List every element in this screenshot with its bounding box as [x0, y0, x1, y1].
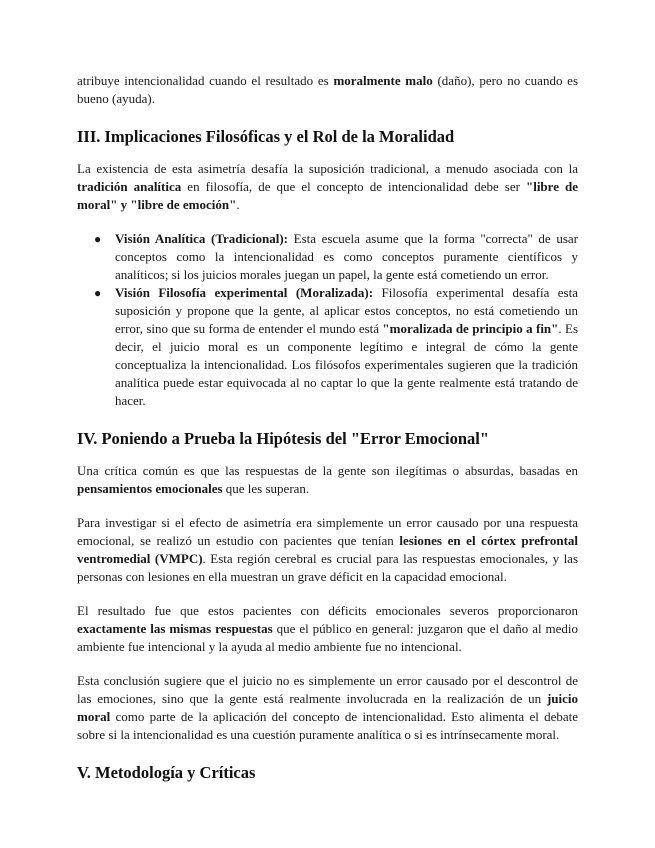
section-3-paragraph: La existencia de esta asimetría desafía la suposición tradicional, a menudo asociada con la tradición analítica en filosofía, de que el concepto de intencionalidad debe ser "libre de moral" y "libre de emoción".	[77, 161, 578, 212]
section-4-heading: IV. Poniendo a Prueba la Hipótesis del "Error Emocional"	[77, 429, 490, 448]
bullet-icon: ●	[94, 286, 102, 300]
section-4-paragraph-1: Una crítica común es que las respuestas de la gente son ilegítimas o absurdas, basadas en pensamientos emocionales que les superan.	[77, 463, 578, 496]
section-4-paragraph-4: Esta conclusión sugiere que el juicio no es simplemente un error causado por el descontrol de las emociones, sino que la gente está realmente involucrada en la realización de un juicio moral como parte de la aplicación del concepto de intencionalidad. Esto alimenta el debate sobre si la intencionalidad es una cuestión puramente analítica o si es intrínsecamente moral.	[77, 673, 578, 742]
section-4-paragraph-2: Para investigar si el efecto de asimetría era simplemente un error causado por una respuesta emocional, se realizó un estudio con pacientes que tenían lesiones en el córtex prefrontal ventromedial (VMPC). Esta región cerebral es crucial para las respuestas emocionales, y las personas con lesiones en ella muestran un grave déficit en la capacidad emocional.	[77, 515, 579, 584]
intro-paragraph: atribuye intencionalidad cuando el resultado es moralmente malo (daño), pero no cuando es bueno (ayuda).	[77, 73, 578, 106]
bullet-icon: ●	[94, 232, 102, 246]
views-list	[77, 230, 578, 410]
section-3-heading: III. Implicaciones Filosóficas y el Rol de la Moralidad	[77, 127, 455, 146]
list-item: ● Visión Analítica (Tradicional): Esta escuela asume que la forma "correcta" de usar conceptos como la intencionalidad es como conceptos puramente científicos y analíticos; si los juicios morales juegan un papel, la gente está cometiendo un error.	[94, 231, 578, 282]
list-item: ● Visión Filosofía experimental (Moralizada): Filosofía experimental desafía esta suposición y propone que la gente, al aplicar estos conceptos, no está cometiendo un error, sino que su forma de entender el mundo está "moralizada de principio a fin". Es decir, el juicio moral es un componente legítimo e integral de cómo la gente conceptualiza la intencionalidad. Los filósofos experimentales sugieren que la tradición analítica puede estar equivocada al no captar lo que la gente realmente está tratando de hacer.	[94, 285, 579, 408]
section-5-heading: V. Metodología y Críticas	[77, 763, 256, 782]
section-4-paragraph-3: El resultado fue que estos pacientes con déficits emocionales severos proporcionaron exactamente las mismas respuestas que el público en general: juzgaron que el daño al medio ambiente fue intencional y la ayuda al medio ambiente fue no intencional.	[77, 603, 578, 654]
